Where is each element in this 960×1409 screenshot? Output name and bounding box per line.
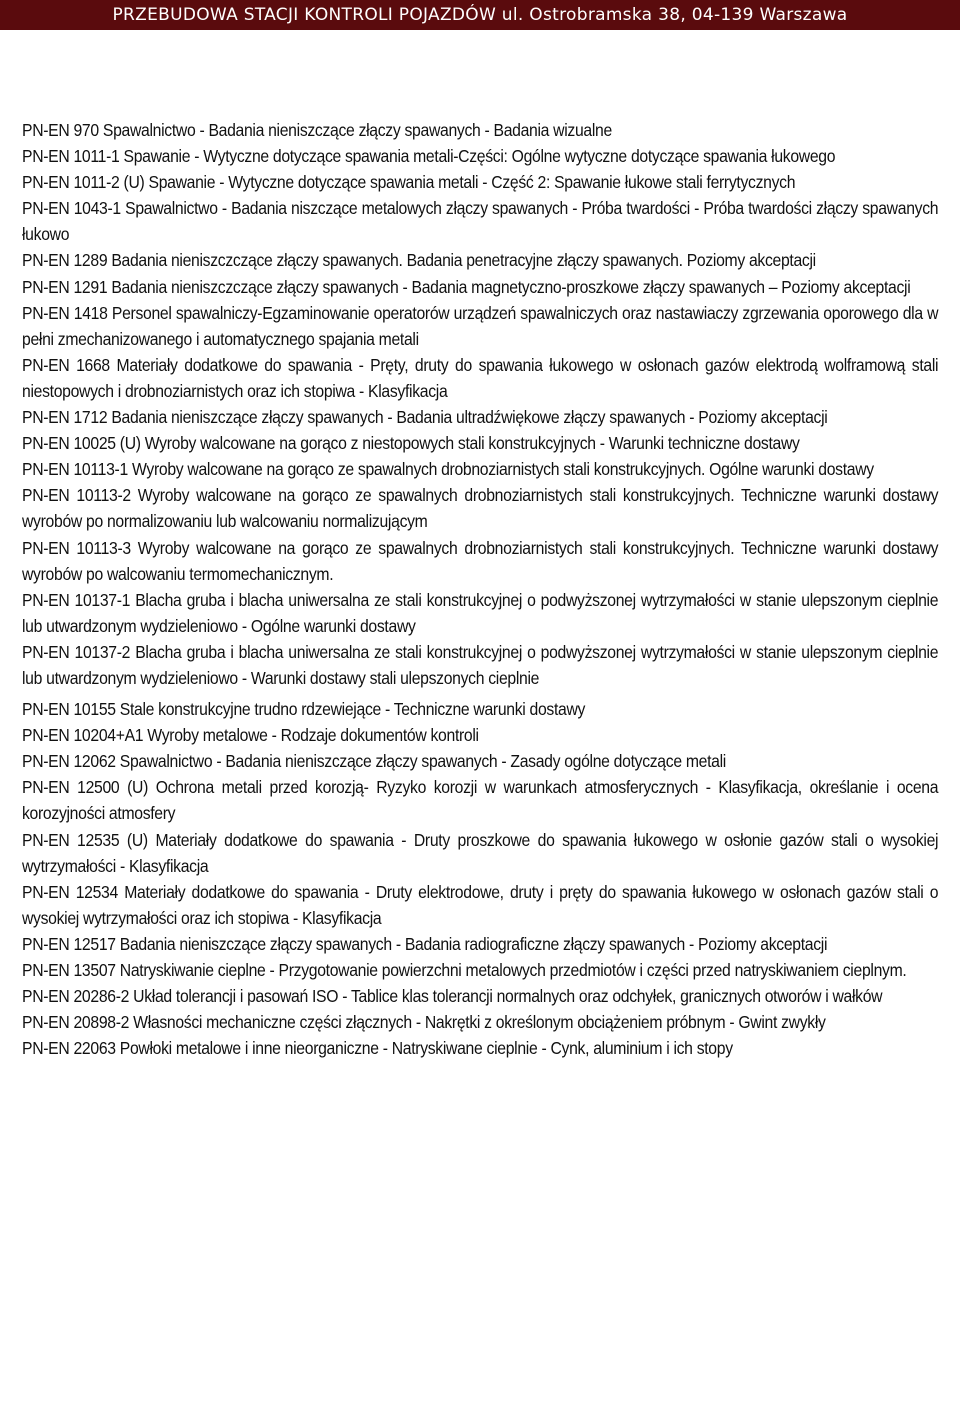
- standard-entry: PN-EN 12535 (U) Materiały dodatkowe do spawania - Druty proszkowe do spawania łukowego w osłonie gazów stali o wysokiej wytrzymałości - Klasyfikacja: [22, 829, 939, 876]
- standard-entry: PN-EN 22063 Powłoki metalowe i inne nieorganiczne - Natryskiwane cieplnie - Cynk, aluminium i ich stopy: [22, 1038, 733, 1059]
- standard-entry: PN-EN 1043-1 Spawalnictwo - Badania niszczące metalowych złączy spawanych - Próba twardości - Próba twardości złączy spawanych łukowo: [22, 198, 939, 245]
- standard-entry: PN-EN 970 Spawalnictwo - Badania nieniszczące złączy spawanych - Badania wizualne: [22, 120, 612, 140]
- standard-entry: PN-EN 10137-1 Blacha gruba i blacha uniwersalna ze stali konstrukcyjnej o podwyższonej wytrzymałości w stanie ulepszonym cieplnie lub utwardzonym wydzieleniowo - Ogólne warunki dostawy: [22, 589, 939, 636]
- standard-entry: PN-EN 1289 Badania nieniszczczące złączy spawanych. Badania penetracyjne złączy spawanych. Poziomy akceptacji: [22, 250, 816, 271]
- standard-entry: PN-EN 20286-2 Układ tolerancji i pasowań ISO - Tablice klas tolerancji normalnych oraz odchyłek, granicznych otworów i wałków: [22, 986, 883, 1007]
- standard-entry: PN-EN 20898-2 Własności mechaniczne części złącznych - Nakrętki z określonym obciążeniem próbnym - Gwint zwykły: [22, 1012, 826, 1033]
- standard-entry: PN-EN 10113-1 Wyroby walcowane na gorąco ze spawalnych drobnoziarnistych stali konstrukcyjnych. Ogólne warunki dostawy: [22, 459, 874, 480]
- standard-entry: PN-EN 10204+A1 Wyroby metalowe - Rodzaje dokumentów kontroli: [22, 725, 479, 746]
- standard-entry: PN-EN 10025 (U) Wyroby walcowane na gorąco z niestopowych stali konstrukcyjnych - Warunki techniczne dostawy: [22, 433, 800, 454]
- standard-entry: PN-EN 10155 Stale konstrukcyjne trudno rdzewiejące - Techniczne warunki dostawy: [22, 699, 586, 720]
- standard-entry: PN-EN 1011-1 Spawanie - Wytyczne dotyczące spawania metali-Części: Ogólne wytyczne dotyczące spawania łukowego: [22, 146, 836, 167]
- standard-entry: PN-EN 13507 Natryskiwanie cieplne - Przygotowanie powierzchni metalowych przedmiotów i części przed natryskiwaniem cieplnym.: [22, 960, 907, 980]
- standard-entry: PN-EN 12534 Materiały dodatkowe do spawania - Druty elektrodowe, druty i pręty do spawania łukowego w osłonach gazów stali o wysokiej wytrzymałości oraz ich stopiwa - Klasyfikacja: [22, 881, 939, 928]
- standard-entry: PN-EN 1712 Badania nieniszczące złączy spawanych - Badania ultradźwiękowe złączy spawanych - Poziomy akceptacji: [22, 407, 828, 428]
- standard-entry: PN-EN 10113-3 Wyroby walcowane na gorąco ze spawalnych drobnoziarnistych stali konstrukcyjnych. Techniczne warunki dostawy wyrobów po walcowaniu termomechanicznym.: [22, 537, 939, 584]
- standard-entry: PN-EN 1291 Badania nieniszczczące złączy spawanych - Badania magnetyczno-proszkowe złączy spawanych – Poziomy akceptacji: [22, 276, 911, 297]
- standard-entry: PN-EN 10113-2 Wyroby walcowane na gorąco ze spawalnych drobnoziarnistych stali konstrukcyjnych. Techniczne warunki dostawy wyrobów po normalizowaniu lub walcowaniu normalizującym: [22, 485, 939, 532]
- standard-entry: PN-EN 12062 Spawalnictwo - Badania nieniszczące złączy spawanych - Zasady ogólne dotyczące metali: [22, 751, 726, 772]
- header-title: PRZEBUDOWA STACJI KONTROLI POJAZDÓW ul. Ostrobramska 38, 04-139 Warszawa: [112, 5, 848, 25]
- standard-entry: PN-EN 12500 (U) Ochrona metali przed korozją- Ryzyko korozji w warunkach atmosferycznych - Klasyfikacja, określanie i ocena korozyjności atmosfery: [22, 777, 939, 824]
- standard-entry: PN-EN 1418 Personel spawalniczy-Egzaminowanie operatorów urządzeń spawalniczych oraz nastawiaczy zgrzewania oporowego dla w pełni zmechanizowanego i automatycznego spajania metali: [22, 302, 939, 349]
- standard-entry: PN-EN 10137-2 Blacha gruba i blacha uniwersalna ze stali konstrukcyjnej o podwyższonej wytrzymałości w stanie ulepszonym cieplnie lub utwardzonym wydzieleniowo - Warunki dostawy stali ulepszonych cieplnie: [22, 641, 939, 688]
- standards-list: [22, 117, 938, 1061]
- standard-entry: PN-EN 1668 Materiały dodatkowe do spawania - Pręty, druty do spawania łukowego w osłonach gazów elektrodą wolframową stali niestopowych i drobnoziarnistych oraz ich stopiwa - Klasyfikacja: [22, 354, 939, 401]
- page-header: [0, 0, 960, 30]
- standard-entry: PN-EN 1011-2 (U) Spawanie - Wytyczne dotyczące spawania metali - Część 2: Spawanie łukowe stali ferrytycznych: [22, 172, 796, 193]
- standard-entry: PN-EN 12517 Badania nieniszczące złączy spawanych - Badania radiograficzne złączy spawanych - Poziomy akceptacji: [22, 933, 828, 954]
